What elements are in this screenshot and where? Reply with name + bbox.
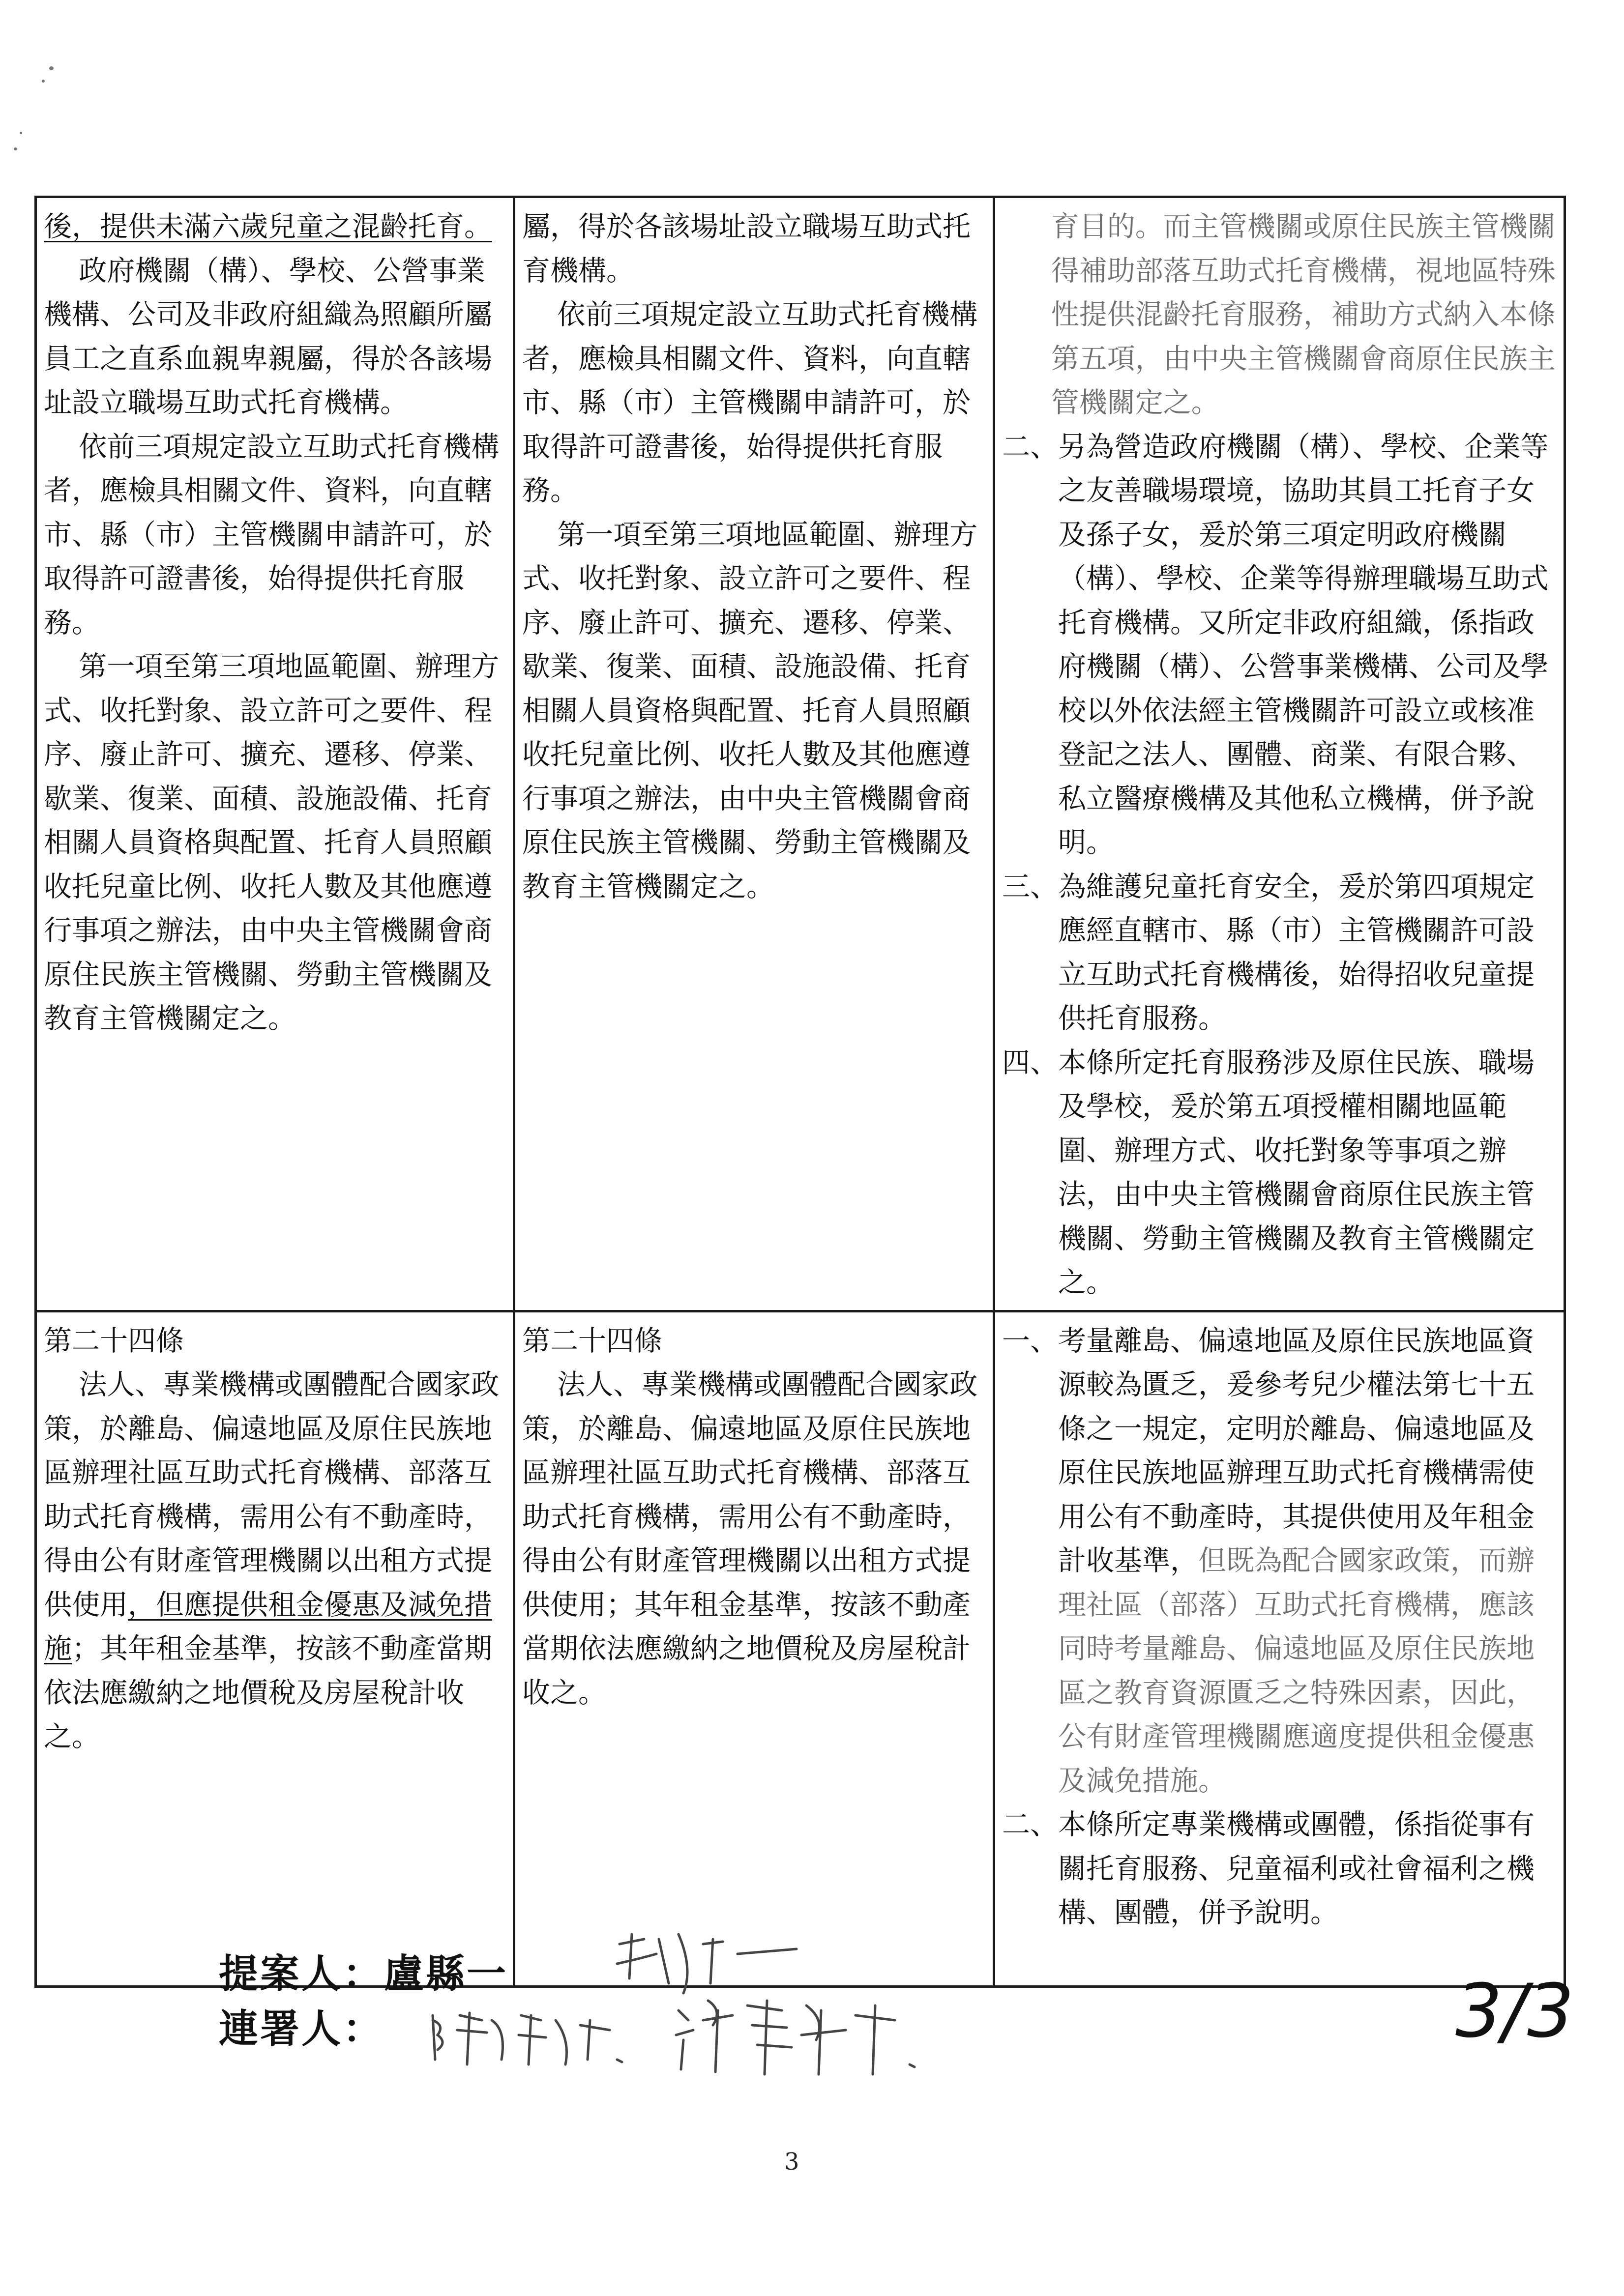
explanation-cell bbox=[994, 1311, 1565, 1986]
proposer-name: 盧縣一 bbox=[384, 1951, 508, 1997]
explanation-item bbox=[1002, 425, 1557, 865]
item-text-part: 考量離島、偏遠地區及原住民族地區資源較為匱乏，爰參考兒少權法第七十五條之一規定，定明於離島、偏遠地區及原住民族地區辦理互助式托育機構需使用公有不動產時，其提供使用及年租金計收基準， bbox=[1058, 1324, 1535, 1577]
amended-paragraph: 第一項至第三項地區範圍、辦理方式、收托對象、設立許可之要件、程序、廢止許可、擴充、遷移、停業、歇業、復業、面積、設施設備、托育相關人員資格與配置、托育人員照顧收托兒童比例、收托人數及其他應遵行事項之辦法，由中央主管機關會商原住民族主管機關、勞動主管機關及教育主管機關定之。 bbox=[44, 650, 500, 1035]
comparison-table bbox=[34, 196, 1566, 1988]
cosigner-signature bbox=[423, 2001, 629, 2074]
amended-text: 法人、專業機構或團體配合國家政策，於離島、偏遠地區及原住民族地區辦理社區互助式托育機構、部落互助式托育機構，需用公有不動產時，得由公有財產管理機關以出租方式提供使用 bbox=[44, 1368, 500, 1621]
explanation-continuation: 育目的。而主管機關或原住民族主管機關得補助部落互助式托育機構，視地區特殊性提供混齡托育服務，補助方式納入本條第五項，由中央主管機關會商原住民族主管機關定之。 bbox=[1051, 210, 1556, 419]
current-paragraph: 依前三項規定設立互助式托育機構者，應檢具相關文件、資料，向直轄市、縣（市）主管機關申請許可，於取得許可證書後，始得提供托育服務。 bbox=[522, 298, 978, 507]
scan-speck bbox=[20, 132, 22, 134]
item-text-part: 但既為配合國家政策，而辦理社區（部落）互助式托育機構，應該同時考量離島、偏遠地區及原住民族地區之教育資源匱乏之特殊因素，因此，公有財產管理機關應適度提供租金優惠及減免措施。 bbox=[1058, 1544, 1535, 1797]
item-number: 二、 bbox=[1002, 430, 1058, 463]
proposer-line bbox=[219, 1947, 508, 2002]
current-text-cell bbox=[514, 197, 994, 1311]
current-paragraph: 第一項至第三項地區範圍、辦理方式、收托對象、設立許可之要件、程序、廢止許可、擴充、遷移、停業、歇業、復業、面積、設施設備、托育相關人員資格與配置、托育人員照顧收托兒童比例、收托人數及其他應遵行事項之辦法，由中央主管機關會商原住民族主管機關、勞動主管機關及教育主管機關定之。 bbox=[522, 518, 978, 903]
explanation-item bbox=[1002, 1319, 1557, 1803]
cosigner-label: 連署人： bbox=[219, 2006, 384, 2052]
explanation-cell bbox=[994, 197, 1565, 1311]
item-number: 三、 bbox=[1002, 870, 1058, 903]
amended-text: ；其年租金基準，按該不動產當期依法應繳納之地價稅及房屋稅計收之。 bbox=[44, 1632, 492, 1753]
item-number: 一、 bbox=[1002, 1324, 1058, 1357]
amended-paragraph: 後，提供未滿六歲兒童之混齡托育。 bbox=[44, 210, 492, 243]
item-text bbox=[1058, 1319, 1557, 1803]
amended-paragraph bbox=[44, 1363, 506, 1759]
proposer-label: 提案人： bbox=[219, 1951, 384, 1997]
item-text: 另為營造政府機關（構）、學校、企業等之友善職場環境，協助其員工托育子女及孫子女，爰於第三項定明政府機關（構）、學校、企業等得辦理職場互助式托育機構。又所定非政府組織，係指政府機關（構）、公營事業機構、公司及學校以外依法經主管機關許可設立或核准登記之法人、團體、商業、有限合夥、私立醫療機構及其他私立機構，併予說明。 bbox=[1058, 430, 1549, 859]
cosigner-signature bbox=[669, 1991, 924, 2079]
explanation-item bbox=[1002, 1041, 1557, 1305]
item-text: 為維護兒童托育安全，爰於第四項規定應經直轄市、縣（市）主管機關許可設立互助式托育機構後，始得招收兒童提供托育服務。 bbox=[1058, 870, 1535, 1035]
page-fraction: 3/3 bbox=[1455, 1969, 1574, 2054]
amended-paragraph: 政府機關（構）、學校、公營事業機構、公司及非政府組織為照顧所屬員工之直系血親卑親屬，得於各該場址設立職場互助式托育機構。 bbox=[44, 254, 492, 419]
explanation-item bbox=[1002, 1803, 1557, 1935]
item-number: 四、 bbox=[1002, 1046, 1058, 1079]
article-heading: 第二十四條 bbox=[44, 1324, 184, 1357]
current-paragraph: 屬，得於各該場址設立職場互助式托育機構。 bbox=[522, 210, 971, 287]
amended-paragraph: 依前三項規定設立互助式托育機構者，應檢具相關文件、資料，向直轄市、縣（市）主管機關申請許可，於取得許可證書後，始得提供托育服務。 bbox=[44, 430, 500, 639]
amended-text-cell bbox=[36, 1311, 514, 1986]
article-heading: 第二十四條 bbox=[522, 1324, 662, 1357]
table-row bbox=[36, 1311, 1565, 1986]
item-text: 本條所定托育服務涉及原住民族、職場及學校，爰於第五項授權相關地區範圍、辦理方式、收托對象等事項之辦法，由中央主管機關會商原住民族主管機關、勞動主管機關及教育主管機關定之。 bbox=[1058, 1046, 1535, 1299]
scan-speck bbox=[14, 147, 17, 150]
amended-insertion: ，但應提供租金優惠及減免措施 bbox=[44, 1588, 492, 1665]
item-number: 二、 bbox=[1002, 1808, 1058, 1841]
scan-speck bbox=[42, 80, 45, 83]
current-paragraph: 法人、專業機構或團體配合國家政策，於離島、偏遠地區及原住民族地區辦理社區互助式托育機構、部落互助式托育機構，需用公有不動產時，得由公有財產管理機關以出租方式提供使用；其年租金基準，按該不動產當期依法應繳納之地價稅及房屋稅計收之。 bbox=[522, 1368, 978, 1709]
scan-speck bbox=[49, 66, 54, 70]
table-row bbox=[36, 197, 1565, 1311]
item-text: 本條所定專業機構或團體，係指從事有關托育服務、兒童福利或社會福利之機構、團體，併予說明。 bbox=[1058, 1808, 1535, 1929]
page-number: 3 bbox=[784, 2148, 799, 2176]
current-text-cell bbox=[514, 1311, 994, 1986]
explanation-item bbox=[1002, 865, 1557, 1041]
amended-text-cell bbox=[36, 197, 514, 1311]
